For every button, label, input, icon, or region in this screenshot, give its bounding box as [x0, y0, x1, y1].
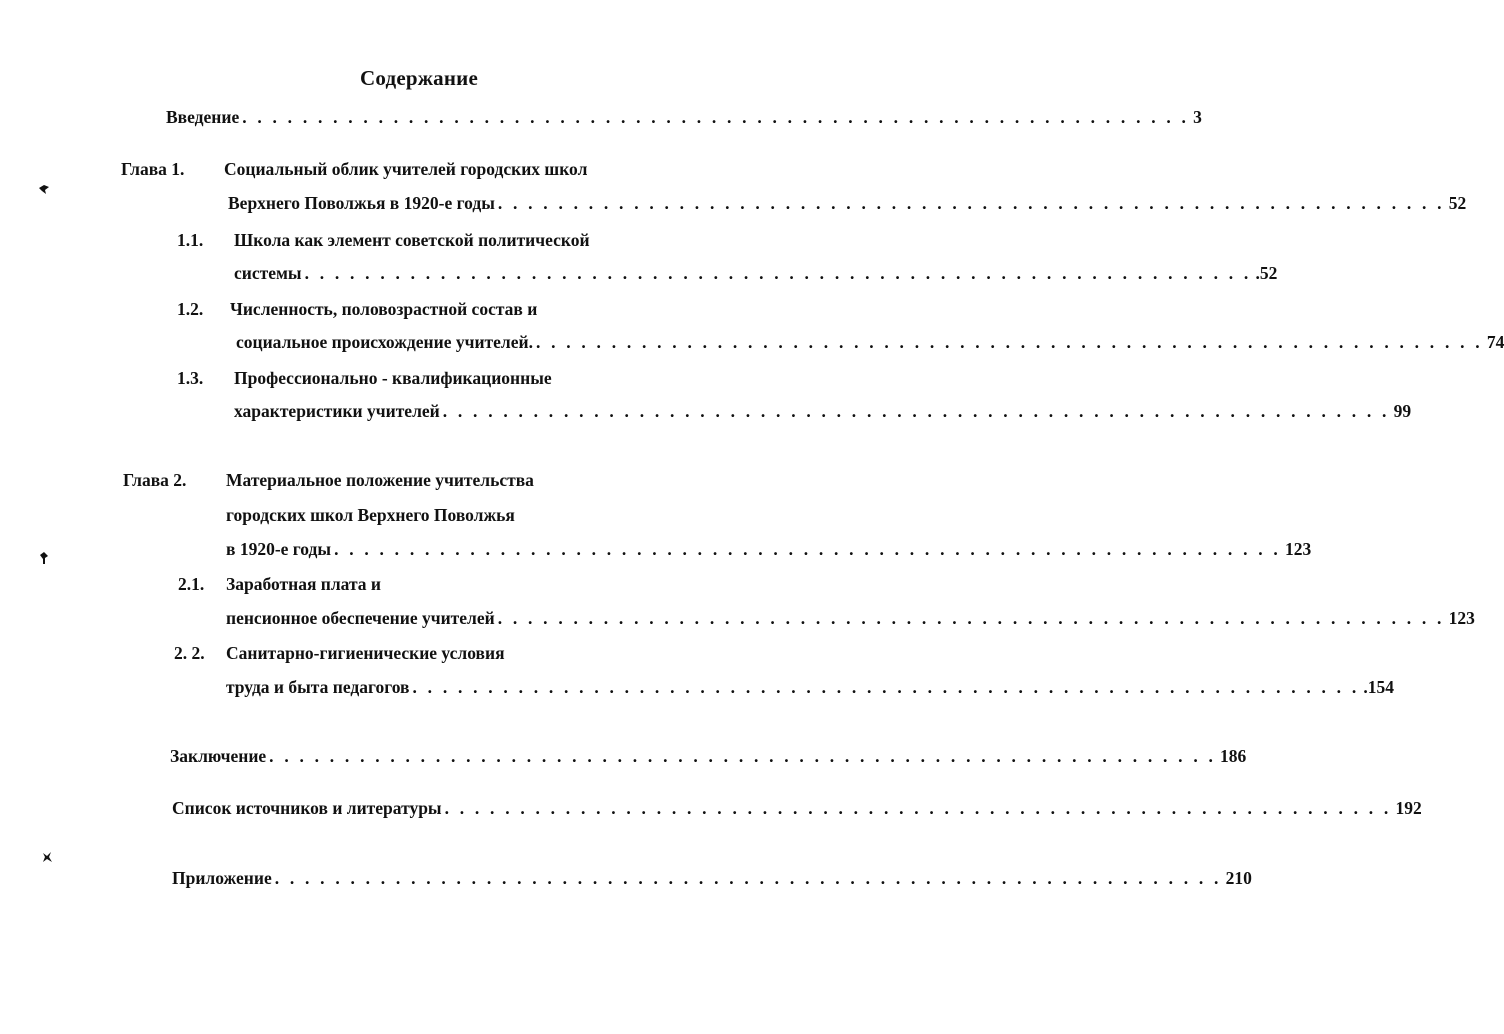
section-title-line1: Санитарно-гигиенические условия [226, 643, 505, 663]
toc-entry-conclusion [170, 744, 1247, 768]
chapter-2-label: Глава 2. [123, 470, 187, 490]
section-number: 1.3. [177, 368, 204, 388]
section-title-line2: социальное происхождение учителей. [236, 332, 533, 352]
toc-entry-chapter-2 [226, 537, 1312, 561]
leader-dots: . . . . . . . . . . . . . . . . . . . . . . . . . . . . . . . . . . . . . . . . . . . . . . . . . . . . . . . . . . . . . . . [535, 332, 1483, 352]
toc-entry-section-2-2 [226, 675, 1395, 699]
leader-dots: . . . . . . . . . . . . . . . . . . . . . . . . . . . . . . . . . . . . . . . . . . . . . . . . . . . . . . . . . . . . . . . [304, 263, 1252, 283]
toc-page-number: 186 [1220, 746, 1247, 766]
toc-page-number: .154 [1363, 677, 1395, 697]
toc-entry-section-1-3 [234, 399, 1412, 423]
toc-page-number: 74 [1486, 332, 1504, 352]
toc-entry-section-1-1 [234, 261, 1278, 285]
toc-entry-sources [172, 796, 1422, 820]
leader-dots: . . . . . . . . . . . . . . . . . . . . . . . . . . . . . . . . . . . . . . . . . . . . . . . . . . . . . . . . . . . . . . . [274, 868, 1222, 888]
toc-entry-appendix [172, 866, 1252, 890]
chapter-1-label: Глава 1. [121, 159, 185, 179]
section-title-line2: труда и быта педагогов [226, 677, 410, 697]
chapter-1-title-line1: Социальный облик учителей городских школ [224, 159, 588, 179]
toc-entry-text: Введение [166, 107, 240, 127]
leader-dots: . . . . . . . . . . . . . . . . . . . . . . . . . . . . . . . . . . . . . . . . . . . . . . . . . . . . . . . . . . . . . . . [497, 193, 1445, 213]
section-title-line1: Школа как элемент советской политической [234, 230, 590, 250]
toc-entry-chapter-1 [228, 191, 1467, 215]
binding-mark-icon [37, 550, 51, 566]
toc-entry-text: Заключение [170, 746, 267, 766]
section-number: 2. 2. [174, 643, 205, 663]
chapter-2-title-line2: городских школ Верхнего Поволжья [226, 505, 515, 525]
leader-dots: . . . . . . . . . . . . . . . . . . . . . . . . . . . . . . . . . . . . . . . . . . . . . . . . . . . . . . . . . . . . . . . [497, 608, 1445, 628]
toc-page-number: .52 [1255, 263, 1278, 283]
leader-dots: . . . . . . . . . . . . . . . . . . . . . . . . . . . . . . . . . . . . . . . . . . . . . . . . . . . . . . . . . . . . . . . [242, 107, 1190, 127]
chapter-2-title-line1: Материальное положение учительства [226, 470, 534, 490]
section-number: 1.1. [177, 230, 204, 250]
section-title-line1: Численность, половозрастной состав и [230, 299, 538, 319]
toc-entry-text: Приложение [172, 868, 272, 888]
section-title-line2: пенсионное обеспечение учителей [226, 608, 495, 628]
leader-dots: . . . . . . . . . . . . . . . . . . . . . . . . . . . . . . . . . . . . . . . . . . . . . . . . . . . . . . . . . . . . . . . [442, 401, 1390, 421]
toc-entry-text: Список источников и литературы [172, 798, 442, 818]
section-title-line2: системы [234, 263, 302, 283]
page-title: Содержание [360, 66, 478, 90]
section-number: 2.1. [178, 574, 205, 594]
toc-entry-section-1-2 [236, 330, 1504, 354]
leader-dots: . . . . . . . . . . . . . . . . . . . . . . . . . . . . . . . . . . . . . . . . . . . . . . . . . . . . . . . . . . . . . . . [334, 539, 1281, 559]
toc-entry-section-2-1 [226, 606, 1475, 630]
toc-page-number: 99 [1393, 401, 1412, 421]
section-title-line1: Заработная плата и [226, 574, 381, 594]
chapter-1-title-line2: Верхнего Поволжья в 1920-е годы [228, 193, 495, 213]
leader-dots: . . . . . . . . . . . . . . . . . . . . . . . . . . . . . . . . . . . . . . . . . . . . . . . . . . . . . . . . . . . . . . . [444, 798, 1392, 818]
toc-page-number: 3 [1193, 107, 1202, 127]
section-title-line2: характеристики учителей [234, 401, 440, 421]
toc-page-number: 123 [1448, 608, 1475, 628]
section-number: 1.2. [177, 299, 204, 319]
chapter-2-title-line3: в 1920-е годы [226, 539, 332, 559]
binding-mark-icon [37, 182, 51, 196]
section-title-line1: Профессионально - квалификационные [234, 368, 552, 388]
leader-dots: . . . . . . . . . . . . . . . . . . . . . . . . . . . . . . . . . . . . . . . . . . . . . . . . . . . . . . . . . . . . . . . [412, 677, 1360, 697]
toc-page-number: 123 [1284, 539, 1312, 559]
toc-page-number: 210 [1225, 868, 1252, 888]
toc-page-number: 192 [1395, 798, 1422, 818]
leader-dots: . . . . . . . . . . . . . . . . . . . . . . . . . . . . . . . . . . . . . . . . . . . . . . . . . . . . . . . . . . . . . . . [269, 746, 1217, 766]
binding-mark-icon [40, 850, 54, 864]
toc-page-number: 52 [1448, 193, 1467, 213]
toc-entry-intro [166, 105, 1202, 129]
